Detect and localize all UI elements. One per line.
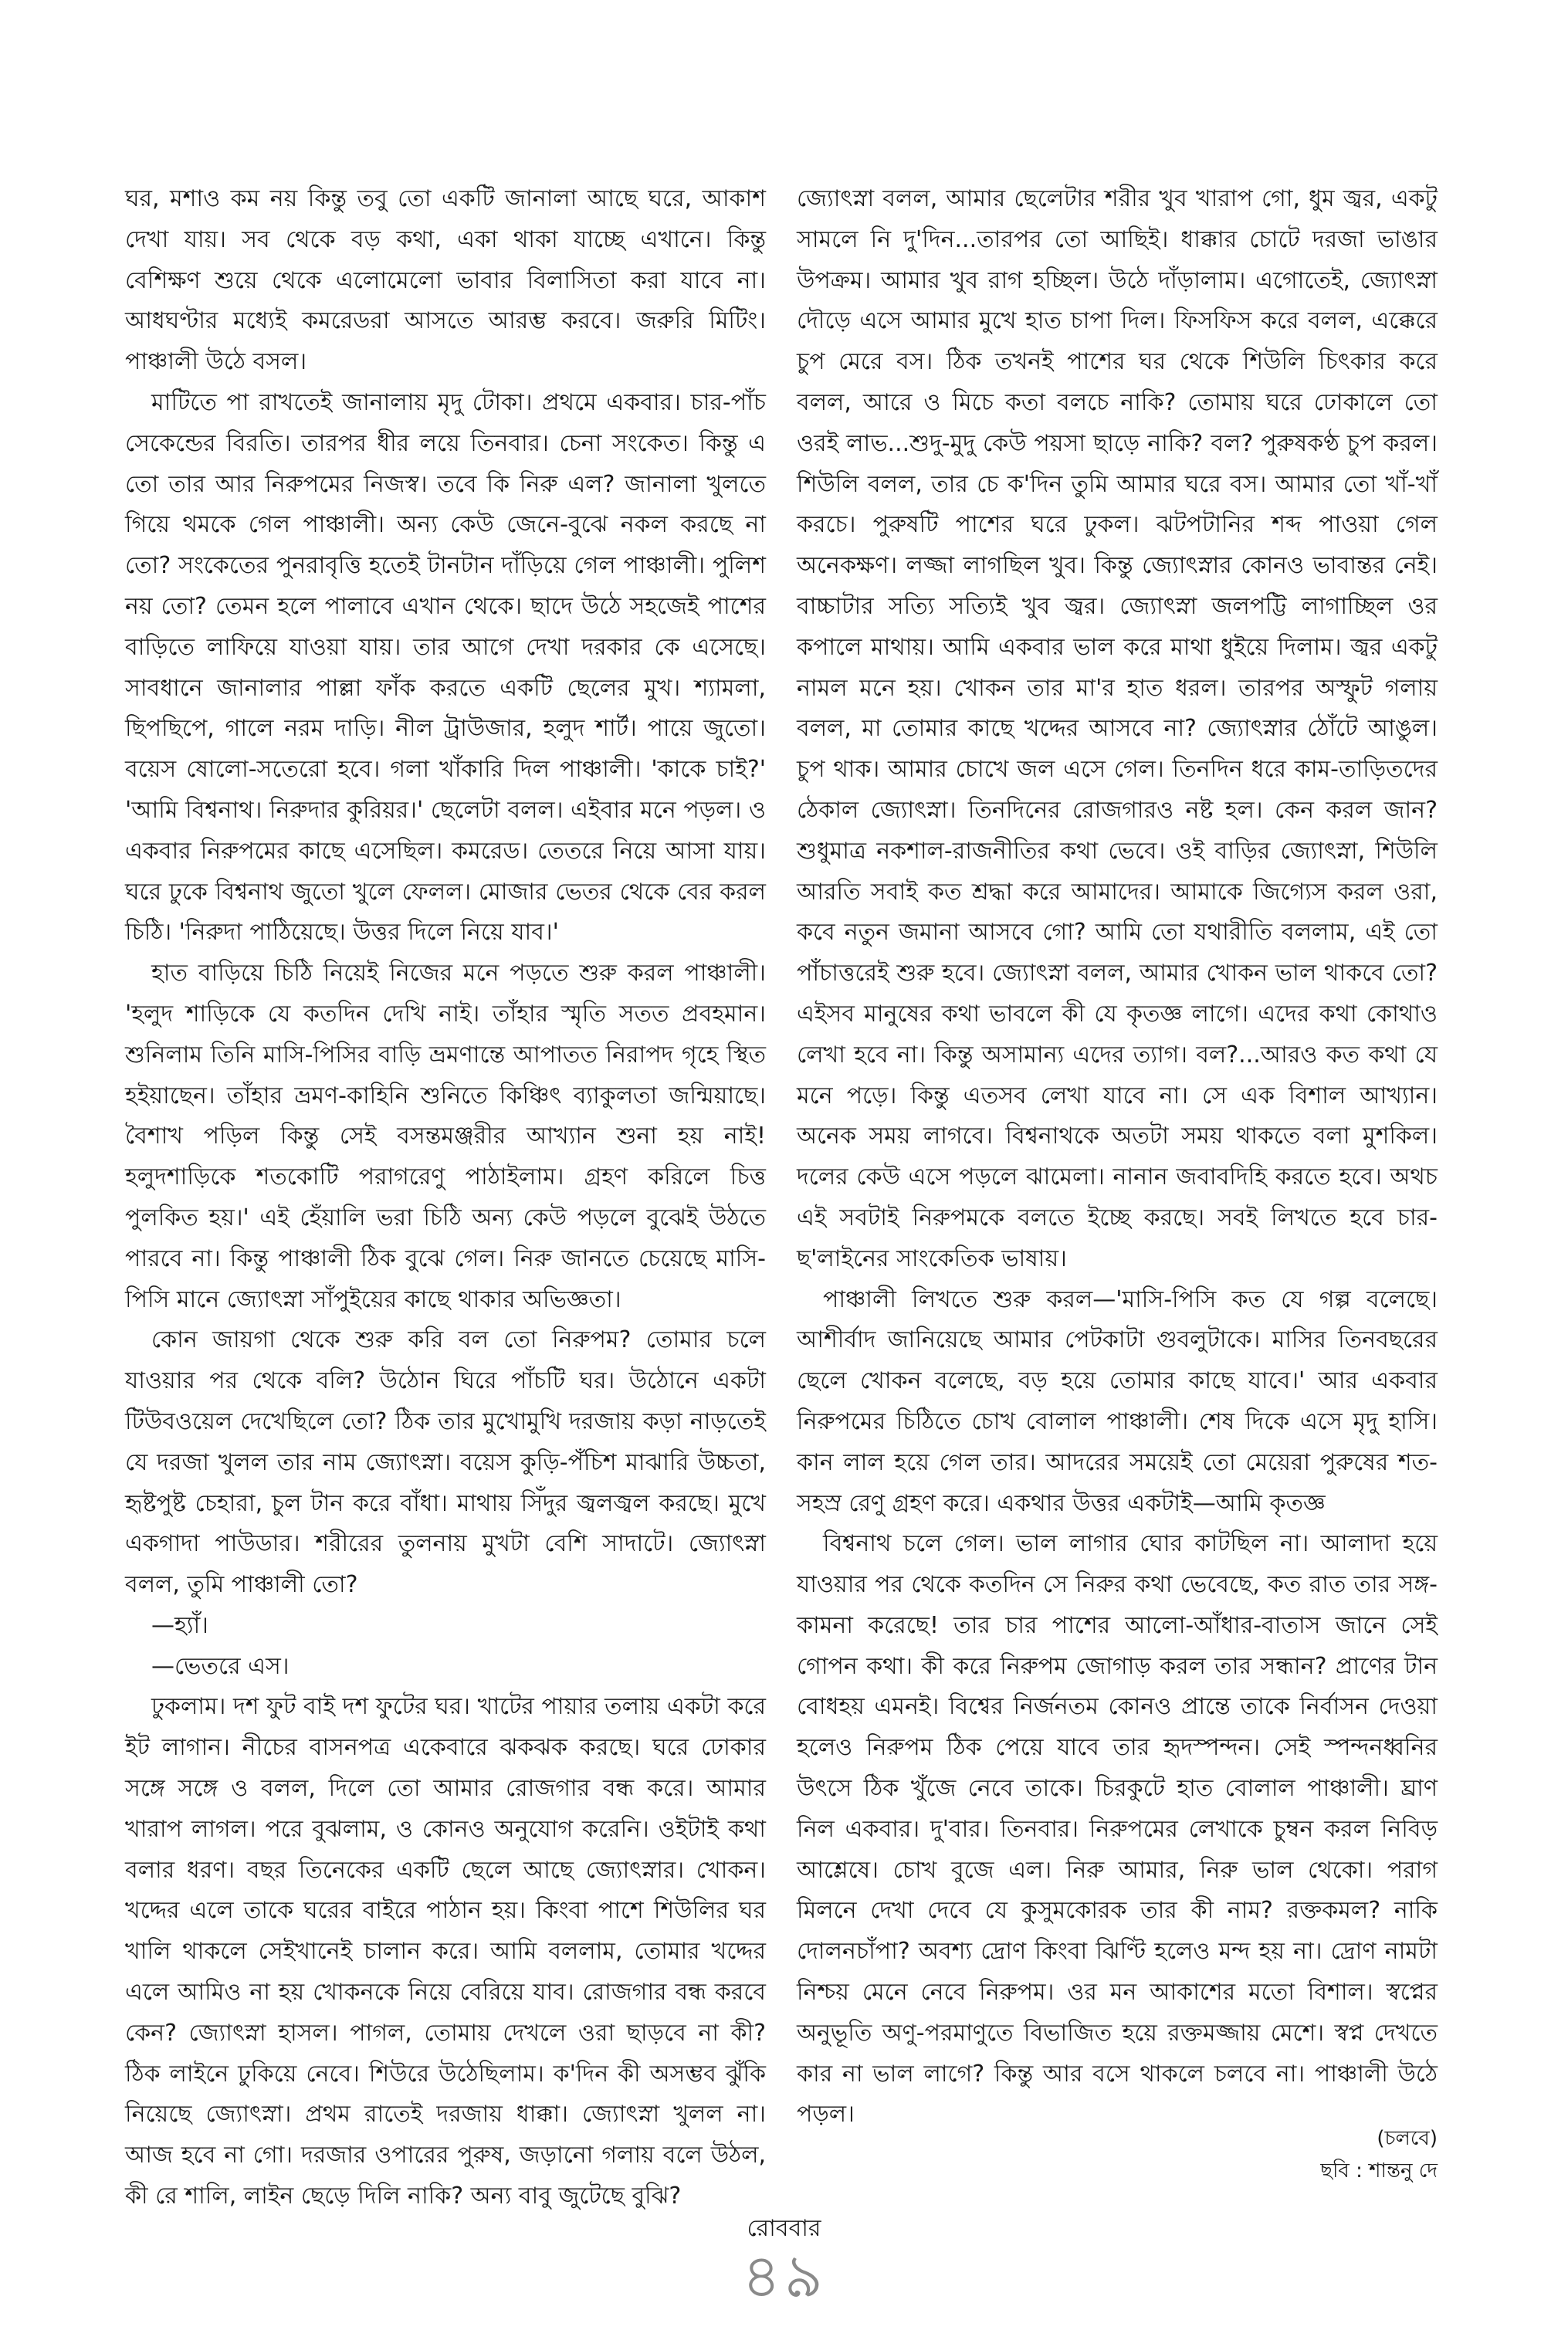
right-column bbox=[797, 179, 1438, 2159]
continued-label: (চলবে) bbox=[1377, 2127, 1438, 2150]
article-end-block bbox=[797, 2123, 1438, 2187]
paragraph: ঘর, মশাও কম নয় কিন্তু তবু তো একটি জানালা আছে ঘরে, আকাশ দেখা যায়। সব থেকে বড় কথা, একা থাকা যাচ্ছে এখানে। কিন্তু বেশিক্ষণ শুয়ে থেকে এলোমেলো ভাবার বিলাসিতা করা যাবে না। আধঘণ্টার মধ্যেই কমরেডরা আসতে আরম্ভ করবে। জরুরি মিটিং। পাঞ্চালী উঠে বসল। bbox=[125, 185, 766, 376]
page-number: ৪৯ bbox=[741, 2242, 827, 2311]
paragraph: বিশ্বনাথ চলে গেল। ভাল লাগার ঘোর কাটছিল না। আলাদা হয়ে যাওয়ার পর থেকে কতদিন সে নিরুর কথা ভেবেছে, কত রাত তার সঙ্গ-কামনা করেছে! তার চার পাশের আলো-আঁধার-বাতাস জানে সেই গোপন কথা। কী করে নিরুপম জোগাড় করল তার সন্ধান? প্রাণের টান বোধহয় এমনই। বিশ্বের নির্জনতম কোনও প্রান্তে তাকে নির্বাসন দেওয়া হলেও নিরুপম ঠিক পেয়ে যাবে তার হৃদস্পন্দন। সেই স্পন্দনধ্বনির উৎসে ঠিক খুঁজে নেবে তাকে। চিরকুটে হাত বোলাল পাঞ্চালী। ঘ্রাণ নিল একবার। দু'বার। তিনবার। নিরুপমের লেখাকে চুম্বন করল নিবিড় আশ্লেষে। চোখ বুজে এল। নিরু আমার, নিরু ভাল থেকো। পরাগ মিলনে দেখা দেবে যে কুসুমকোরক তার কী নাম? রক্তকমল? নাকি দোলনচাঁপা? অবশ্য দ্রোণ কিংবা ঝিণ্টি হলেও মন্দ হয় না। দ্রোণ নামটা নিশ্চয় মেনে নেবে নিরুপম। ওর মন আকাশের মতো বিশাল। স্বপ্নের অনুভূতি অণু-পরমাণুতে বিভাজিত হয়ে রক্তমজ্জায় মেশে। স্বপ্ন দেখতে কার না ভাল লাগে? কিন্তু আর বসে থাকলে চলবে না। পাঞ্চালী উঠে পড়ল। bbox=[797, 1530, 1438, 2128]
paragraph: কোন জায়গা থেকে শুরু করি বল তো নিরুপম? তোমার চলে যাওয়ার পর থেকে বলি? উঠোন ঘিরে পাঁচটি ঘর। উঠোনে একটা টিউবওয়েল দেখেছিলে তো? ঠিক তার মুখোমুখি দরজায় কড়া নাড়তেই যে দরজা খুলল তার নাম জ্যোৎস্না। বয়েস কুড়ি-পঁচিশ মাঝারি উচ্চতা, হৃষ্টপুষ্ট চেহারা, চুল টান করে বাঁধা। মাথায় সিঁদুর জ্বলজ্বল করছে। মুখে একগাদা পাউডার। শরীরের তুলনায় মুখটা বেশি সাদাটে। জ্যোৎস্না বলল, তুমি পাঞ্চালী তো? bbox=[125, 1326, 766, 1599]
illustration-credit: ছবি : শান্তনু দে bbox=[1320, 2159, 1438, 2183]
magazine-name: রোববার bbox=[747, 2215, 821, 2242]
paragraph: হাত বাড়িয়ে চিঠি নিয়েই নিজের মনে পড়তে শুরু করল পাঞ্চালী। 'হলুদ শাড়িকে যে কতদিন দেখি নাই। তাঁহার স্মৃতি সতত প্রবহমান। শুনিলাম তিনি মাসি-পিসির বাড়ি ভ্রমণান্তে আপাতত নিরাপদ গৃহে স্থিত হইয়াছেন। তাঁহার ভ্রমণ-কাহিনি শুনিতে কিঞ্চিৎ ব্যাকুলতা জন্মিয়াছে। বৈশাখ পড়িল কিন্তু সেই বসন্তমঞ্জরীর আখ্যান শুনা হয় নাই! হলুদশাড়িকে শতকোটি পরাগরেণু পাঠাইলাম। গ্রহণ করিলে চিত্ত পুলকিত হয়।' এই হেঁয়ালি ভরা চিঠি অন্য কেউ পড়লে বুঝেই উঠতে পারবে না। কিন্তু পাঞ্চালী ঠিক বুঝে গেল। নিরু জানতে চেয়েছে মাসি-পিসি মানে জ্যোৎস্না সাঁপুইয়ের কাছে থাকার অভিজ্ঞতা। bbox=[125, 960, 766, 1313]
paragraph: মাটিতে পা রাখতেই জানালায় মৃদু টোকা। প্রথমে একবার। চার-পাঁচ সেকেন্ডের বিরতি। তারপর ধীর লয়ে তিনবার। চেনা সংকেত। কিন্তু এ তো তার আর নিরুপমের নিজস্ব। তবে কি নিরু এল? জানালা খুলতে গিয়ে থমকে গেল পাঞ্চালী। অন্য কেউ জেনে-বুঝে নকল করছে না তো? সংকেতের পুনরাবৃত্তি হতেই টানটান দাঁড়িয়ে গেল পাঞ্চালী। পুলিশ নয় তো? তেমন হলে পালাবে এখান থেকে। ছাদে উঠে সহজেই পাশের বাড়িতে লাফিয়ে যাওয়া যায়। তার আগে দেখা দরকার কে এসেছে। সাবধানে জানালার পাল্লা ফাঁক করতে একটি ছেলের মুখ। শ্যামলা, ছিপছিপে, গালে নরম দাড়ি। নীল ট্রাউজার, হলুদ শার্ট। পায়ে জুতো। বয়েস ষোলো-সতেরো হবে। গলা খাঁকারি দিল পাঞ্চালী। 'কাকে চাই?' 'আমি বিশ্বনাথ। নিরুদার কুরিয়র।' ছেলেটা বলল। এইবার মনে পড়ল। ও একবার নিরুপমের কাছে এসেছিল। কমরেড। তেতরে নিয়ে আসা যায়। ঘরে ঢুকে বিশ্বনাথ জুতো খুলে ফেলল। মোজার ভেতর থেকে বের করল চিঠি। 'নিরুদা পাঠিয়েছে। উত্তর দিলে নিয়ে যাব।' bbox=[125, 388, 766, 947]
paragraph: —হ্যাঁ। bbox=[151, 1611, 208, 1639]
left-column bbox=[125, 179, 766, 2210]
paragraph: জ্যোৎস্না বলল, আমার ছেলেটার শরীর খুব খারাপ গো, ধুম জ্বর, একটু সামলে নি দু'দিন...তারপর তো আছিই। ধাক্কার চোটে দরজা ভাঙার উপক্রম। আমার খুব রাগ হচ্ছিল। উঠে দাঁড়ালাম। এগোতেই, জ্যোৎস্না দৌড়ে এসে আমার মুখে হাত চাপা দিল। ফিসফিস করে বলল, এক্কেরে চুপ মেরে বস। ঠিক তখনই পাশের ঘর থেকে শিউলি চিৎকার করে বলল, আরে ও মিচে কতা বলচে নাকি? তোমায় ঘরে ঢোকালে তো ওরই লাভ...শুদু-মুদু কেউ পয়সা ছাড়ে নাকি? বল? পুরুষকণ্ঠ চুপ করল। শিউলি বলল, তার চে ক'দিন তুমি আমার ঘরে বস। আমার তো খাঁ-খাঁ করচে। পুরুষটি পাশের ঘরে ঢুকল। ঝটপটানির শব্দ পাওয়া গেল অনেকক্ষণ। লজ্জা লাগছিল খুব। কিন্তু জ্যোৎস্নার কোনও ভাবান্তর নেই। বাচ্চাটার সত্যি সত্যিই খুব জ্বর। জ্যোৎস্না জলপট্টি লাগাচ্ছিল ওর কপালে মাথায়। আমি একবার ভাল করে মাথা ধুইয়ে দিলাম। জ্বর একটু নামল মনে হয়। খোকন তার মা'র হাত ধরল। তারপর অস্ফুট গলায় বলল, মা তোমার কাছে খদ্দের আসবে না? জ্যোৎস্নার ঠোঁটে আঙুল। চুপ থাক। আমার চোখে জল এসে গেল। তিনদিন ধরে কাম-তাড়িতদের ঠেকাল জ্যোৎস্না। তিনদিনের রোজগারও নষ্ট হল। কেন করল জান? শুধুমাত্র নকশাল-রাজনীতির কথা ভেবে। ওই বাড়ির জ্যোৎস্না, শিউলি আরতি সবাই কত শ্রদ্ধা করে আমাদের। আমাকে জিগ্যেস করল ওরা, কবে নতুন জমানা আসবে গো? আমি তো যথারীতি বললাম, এই তো পাঁচাত্তরেই শুরু হবে। জ্যোৎস্না বলল, আমার খোকন ভাল থাকবে তো? এইসব মানুষের কথা ভাবলে কী যে কৃতজ্ঞ লাগে। এদের কথা কোথাও লেখা হবে না। কিন্তু অসামান্য এদের ত্যাগ। বল?...আরও কত কথা যে মনে পড়ে। কিন্তু এতসব লেখা যাবে না। সে এক বিশাল আখ্যান। অনেক সময় লাগবে। বিশ্বনাথকে অতটা সময় থাকতে বলা মুশকিল। দলের কেউ এসে পড়লে ঝামেলা। নানান জবাবদিহি করতে হবে। অথচ এই সবটাই নিরুপমকে বলতে ইচ্ছে করছে। সবই লিখতে হবে চার-ছ'লাইনের সাংকেতিক ভাষায়। bbox=[797, 185, 1438, 1272]
paragraph: ঢুকলাম। দশ ফুট বাই দশ ফুটের ঘর। খাটের পায়ার তলায় একটা করে ইট লাগান। নীচের বাসনপত্র একেবারে ঝকঝক করছে। ঘরে ঢোকার সঙ্গে সঙ্গে ও বলল, দিলে তো আমার রোজগার বন্ধ করে। আমার খারাপ লাগল। পরে বুঝলাম, ও কোনও অনুযোগ করেনি। ওইটাই কথা বলার ধরণ। বছর তিনেকের একটি ছেলে আছে জ্যোৎস্নার। খোকন। খদ্দের এলে তাকে ঘরের বাইরে পাঠান হয়। কিংবা পাশে শিউলির ঘর খালি থাকলে সেইখানেই চালান করে। আমি বললাম, তোমার খদ্দের এলে আমিও না হয় খোকনকে নিয়ে বেরিয়ে যাব। রোজগার বন্ধ করবে কেন? জ্যোৎস্না হাসল। পাগল, তোমায় দেখলে ওরা ছাড়বে না কী? ঠিক লাইনে ঢুকিয়ে নেবে। শিউরে উঠেছিলাম। ক'দিন কী অসম্ভব ঝুঁকি নিয়েছে জ্যোৎস্না। প্রথম রাতেই দরজায় ধাক্কা। জ্যোৎস্না খুলল না। আজ হবে না গো। দরজার ওপারের পুরুষ, জড়ানো গলায় বলে উঠল, কী রে শালি, লাইন ছেড়ে দিলি নাকি? অন্য বাবু জুটেছে বুঝি? bbox=[125, 1693, 766, 2210]
paragraph: পাঞ্চালী লিখতে শুরু করল—'মাসি-পিসি কত যে গল্প বলেছে। আশীর্বাদ জানিয়েছে আমার পেটকাটা গুবলুটাকে। মাসির তিনবছরের ছেলে খোকন বলেছে, বড় হয়ে তোমার কাছে যাবে।' আর একবার নিরুপমের চিঠিতে চোখ বোলাল পাঞ্চালী। শেষ দিকে এসে মৃদু হাসি। কান লাল হয়ে গেল তার। আদরের সময়েই তো মেয়েরা পুরুষের শত-সহস্র রেণু গ্রহণ করে। একথার উত্তর একটাই—আমি কৃতজ্ঞ bbox=[797, 1285, 1438, 1517]
paragraph: —ভেতরে এস। bbox=[151, 1652, 290, 1680]
